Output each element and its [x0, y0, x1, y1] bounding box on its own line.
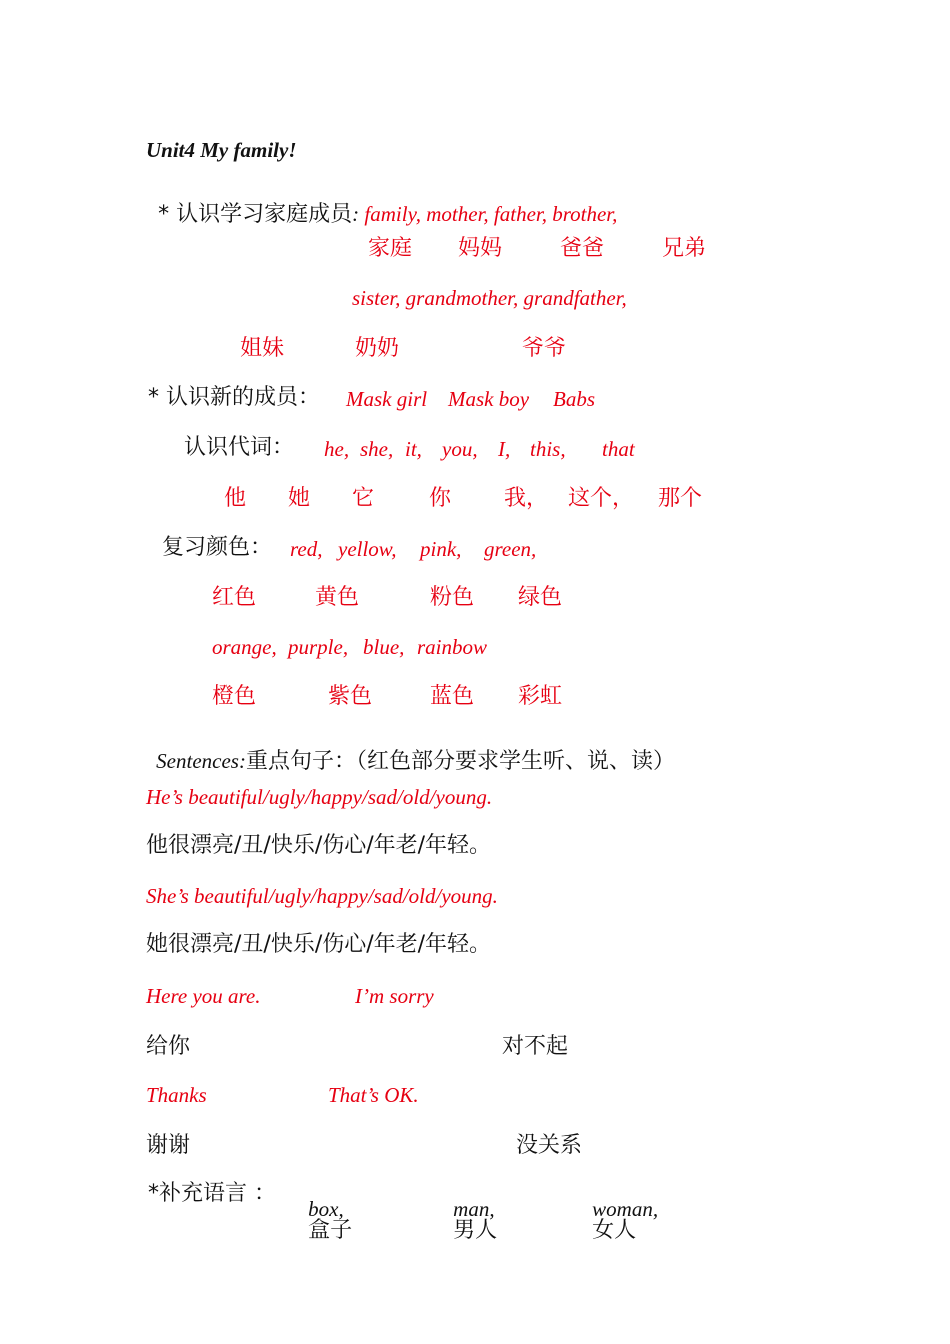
pronoun-zh-he: 他 [224, 486, 247, 511]
pronoun-that: that [602, 437, 635, 461]
family-zh-7: 爷爷 [522, 336, 567, 361]
extra-item-woman [582, 1183, 658, 1242]
color-zh-yellow: 黄色 [315, 585, 360, 610]
pronoun-she: she, [360, 437, 394, 461]
family-section-line [148, 188, 617, 226]
pronouns-label: 认识代词： [184, 435, 295, 460]
color-zh-green: 绿色 [518, 585, 563, 610]
color-rainbow: rainbow [417, 635, 488, 659]
extra-item-zh: 男人 [453, 1218, 498, 1243]
sentences-label: Sentences: [156, 749, 246, 773]
extra-item-zh: 盒子 [308, 1218, 353, 1243]
extra-item-zh: 女人 [592, 1218, 637, 1243]
pronoun-zh-she: 她 [288, 486, 311, 511]
pronoun-zh-that: 那个 [658, 486, 703, 511]
member-mask-girl: Mask girl [346, 387, 428, 411]
color-yellow: yellow, [338, 537, 397, 561]
extra-item-en: woman, [592, 1197, 659, 1221]
sentence-she-en: She’s beautiful/ugly/happy/sad/old/young. [146, 884, 498, 908]
members-label: * 认识新的成员： [148, 385, 320, 410]
family-section-label: * 认识学习家庭成员 [158, 202, 353, 227]
sentence-ok-en: That’s OK. [328, 1083, 419, 1107]
family-zh-3: 爸爸 [560, 236, 605, 261]
extra-item-en: box, [308, 1197, 344, 1221]
family-words-1: family, mother, father, brother, [364, 202, 618, 226]
family-section-sep: : [352, 202, 365, 226]
family-words-2: sister, grandmother, grandfather, [352, 286, 627, 310]
page-title: Unit4 My family! [146, 138, 297, 162]
pronoun-it: it, [405, 437, 422, 461]
sentence-here-zh: 给你 [146, 1034, 191, 1059]
family-zh-5: 姐妹 [240, 336, 285, 361]
extra-item-box [298, 1183, 352, 1242]
pronoun-zh-it: 它 [352, 486, 375, 511]
sentence-ok-zh: 没关系 [516, 1133, 583, 1158]
pronoun-you: you, [442, 437, 478, 461]
color-zh-pink: 粉色 [430, 585, 475, 610]
pronoun-zh-i: 我， [504, 486, 549, 511]
color-purple: purple, [288, 635, 349, 659]
extra-item-en: man, [453, 1197, 495, 1221]
color-zh-orange: 橙色 [212, 684, 257, 709]
color-zh-blue: 蓝色 [430, 684, 475, 709]
sentence-sorry-en: I’m sorry [355, 984, 434, 1008]
family-zh-6: 奶奶 [355, 336, 400, 361]
extra-label: *补充语言 ： [148, 1181, 276, 1206]
member-mask-boy: Mask boy [448, 387, 530, 411]
pronoun-zh-this: 这个， [568, 486, 635, 511]
pronoun-zh-you: 你 [429, 486, 452, 511]
color-pink: pink, [420, 537, 462, 561]
sentence-thanks-zh: 谢谢 [146, 1133, 191, 1158]
sentence-she-zh: 她很漂亮/丑/快乐/伤心/年老/年轻。 [146, 932, 492, 957]
colors-label: 复习颜色： [162, 535, 273, 560]
family-zh-2: 妈妈 [458, 236, 503, 261]
family-zh-1: 家庭 [368, 236, 413, 261]
sentence-sorry-zh: 对不起 [502, 1034, 569, 1059]
sentences-note: 重点句子：（红色部分要求学生听、说、读） [245, 749, 675, 774]
family-zh-4: 兄弟 [662, 236, 707, 261]
member-babs: Babs [553, 387, 595, 411]
pronoun-he: he, [324, 437, 350, 461]
sentence-he-en: He’s beautiful/ugly/happy/sad/old/young. [146, 785, 493, 809]
extra-item-man [443, 1183, 497, 1242]
color-blue: blue, [363, 635, 405, 659]
color-zh-rainbow: 彩虹 [518, 684, 563, 709]
color-red: red, [290, 537, 323, 561]
pronoun-this: this, [530, 437, 566, 461]
sentence-here-en: Here you are. [146, 984, 261, 1008]
sentence-he-zh: 他很漂亮/丑/快乐/伤心/年老/年轻。 [146, 833, 492, 858]
color-zh-purple: 紫色 [328, 684, 373, 709]
sentence-thanks-en: Thanks [146, 1083, 207, 1107]
pronoun-i: I, [498, 437, 511, 461]
sentences-heading [146, 735, 675, 773]
color-green: green, [484, 537, 537, 561]
color-orange: orange, [212, 635, 277, 659]
color-zh-red: 红色 [212, 585, 257, 610]
